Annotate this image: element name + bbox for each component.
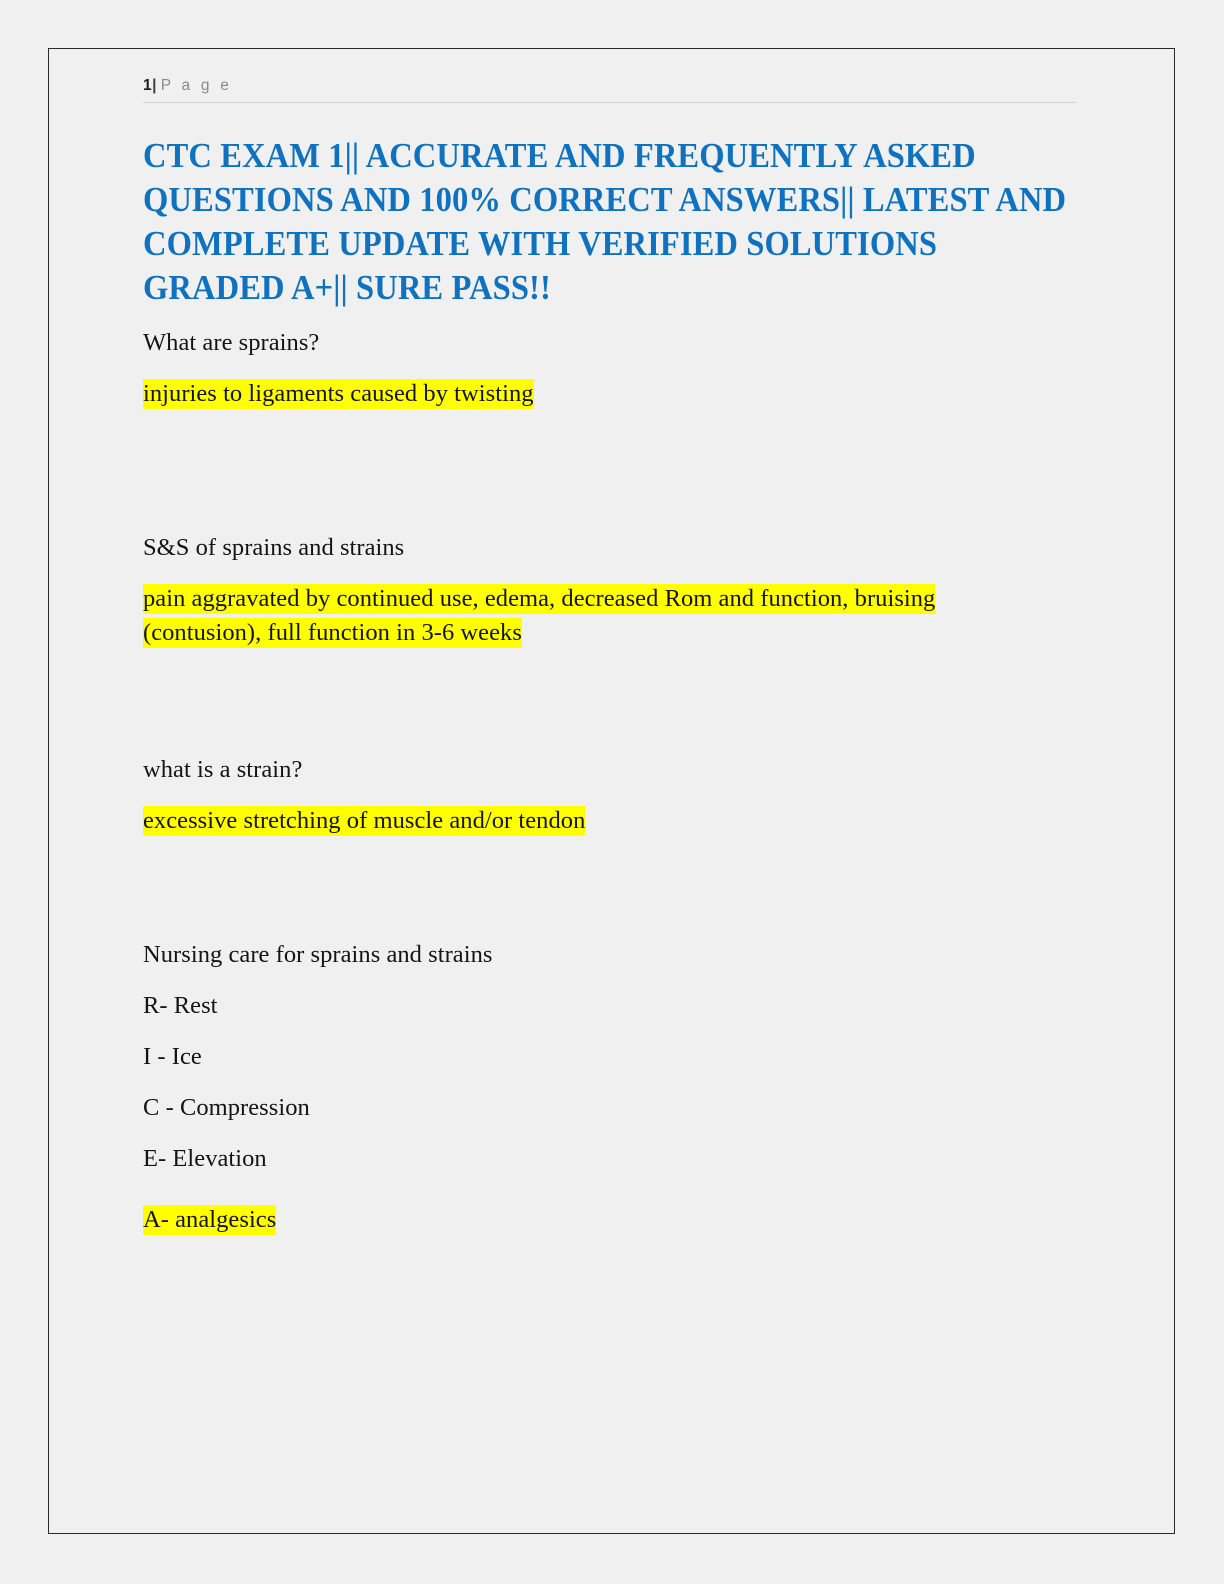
header-page-word: P a g e — [160, 77, 233, 94]
section-gap-3 — [143, 838, 1078, 938]
nursing-care-item-analgesics — [143, 1203, 1078, 1237]
nursing-care-item-rest: R- Rest — [143, 991, 218, 1019]
answer-3-highlight: excessive stretching of muscle and/or tendon — [143, 806, 586, 834]
section-gap-1 — [143, 411, 1078, 531]
document-body — [143, 310, 1078, 1237]
answer-1 — [143, 377, 1043, 411]
header-page-label — [143, 77, 1078, 96]
answer-2-highlight: pain aggravated by continued use, edema, decreased Rom and function, bruising (contusion), full function in 3-6 weeks — [143, 584, 936, 646]
question-3: what is a strain? — [143, 755, 303, 783]
section-gap-2 — [143, 650, 1078, 753]
nursing-care-item-compression: C - Compression — [143, 1093, 310, 1121]
section-gap-4 — [143, 1176, 1078, 1203]
answer-3 — [143, 804, 1043, 838]
question-2: S&S of sprains and strains — [143, 533, 405, 561]
header-separator: | — [152, 77, 157, 94]
question-1: What are sprains? — [143, 328, 320, 356]
running-header — [143, 69, 1078, 103]
header-page-number: 1 — [143, 77, 153, 94]
nursing-care-item-ice: I - Ice — [143, 1042, 202, 1070]
answer-2 — [143, 582, 1043, 650]
nursing-care-heading: Nursing care for sprains and strains — [143, 940, 493, 968]
document-title: CTC EXAM 1|| ACCURATE AND FREQUENTLY ASKED QUESTIONS AND 100% CORRECT ANSWERS|| LATEST AND COMPLETE UPDATE WITH VERIFIED SOLUTIONS GRADED A+|| SURE PASS!! — [143, 135, 1067, 307]
nursing-care-item-elevation: E- Elevation — [143, 1144, 267, 1172]
page-content — [143, 69, 1078, 1237]
answer-1-highlight: injuries to ligaments caused by twisting — [143, 379, 534, 407]
analgesics-highlight: A- analgesics — [143, 1205, 277, 1233]
document-page-frame — [48, 48, 1175, 1534]
